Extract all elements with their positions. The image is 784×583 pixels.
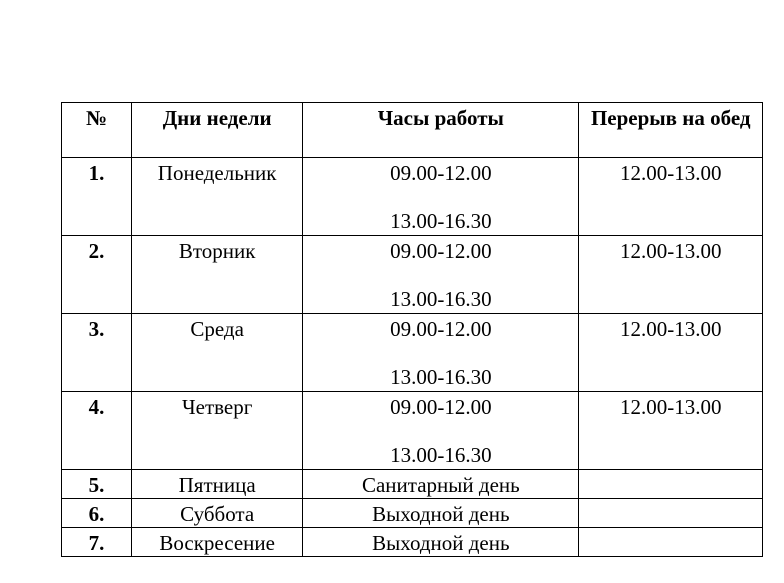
hours-afternoon: 13.00-16.30 bbox=[390, 365, 492, 389]
header-num: № bbox=[62, 103, 132, 158]
row-num: 6. bbox=[62, 499, 132, 528]
row-day: Среда bbox=[132, 314, 303, 392]
row-break bbox=[579, 499, 763, 528]
hours-afternoon: 13.00-16.30 bbox=[390, 443, 492, 467]
row-hours bbox=[303, 236, 579, 314]
row-hours bbox=[303, 392, 579, 470]
hours-morning: 09.00-12.00 bbox=[390, 317, 492, 341]
row-day: Вторник bbox=[132, 236, 303, 314]
row-break: 12.00-13.00 bbox=[579, 236, 763, 314]
hours-afternoon: 13.00-16.30 bbox=[390, 287, 492, 311]
table-row bbox=[62, 236, 763, 314]
row-day: Четверг bbox=[132, 392, 303, 470]
row-num: 2. bbox=[62, 236, 132, 314]
work-schedule-table bbox=[61, 102, 763, 557]
row-break: 12.00-13.00 bbox=[579, 392, 763, 470]
table-row bbox=[62, 314, 763, 392]
row-day: Суббота bbox=[132, 499, 303, 528]
row-num: 4. bbox=[62, 392, 132, 470]
row-break bbox=[579, 528, 763, 557]
row-break bbox=[579, 470, 763, 499]
row-day: Понедельник bbox=[132, 158, 303, 236]
header-row bbox=[62, 103, 763, 158]
table-row bbox=[62, 470, 763, 499]
table-row bbox=[62, 158, 763, 236]
row-hours: Выходной день bbox=[303, 528, 579, 557]
row-num: 1. bbox=[62, 158, 132, 236]
row-hours bbox=[303, 314, 579, 392]
hours-morning: 09.00-12.00 bbox=[390, 161, 492, 185]
header-break: Перерыв на обед bbox=[579, 103, 763, 158]
hours-afternoon: 13.00-16.30 bbox=[390, 209, 492, 233]
row-num: 7. bbox=[62, 528, 132, 557]
table-row bbox=[62, 528, 763, 557]
row-num: 5. bbox=[62, 470, 132, 499]
table-row bbox=[62, 499, 763, 528]
row-num: 3. bbox=[62, 314, 132, 392]
row-break: 12.00-13.00 bbox=[579, 314, 763, 392]
hours-morning: 09.00-12.00 bbox=[390, 239, 492, 263]
table-row bbox=[62, 392, 763, 470]
header-hours: Часы работы bbox=[303, 103, 579, 158]
row-break: 12.00-13.00 bbox=[579, 158, 763, 236]
row-hours: Выходной день bbox=[303, 499, 579, 528]
row-day: Пятница bbox=[132, 470, 303, 499]
row-day: Воскресение bbox=[132, 528, 303, 557]
hours-morning: 09.00-12.00 bbox=[390, 395, 492, 419]
header-day: Дни недели bbox=[132, 103, 303, 158]
row-hours: Санитарный день bbox=[303, 470, 579, 499]
row-hours bbox=[303, 158, 579, 236]
